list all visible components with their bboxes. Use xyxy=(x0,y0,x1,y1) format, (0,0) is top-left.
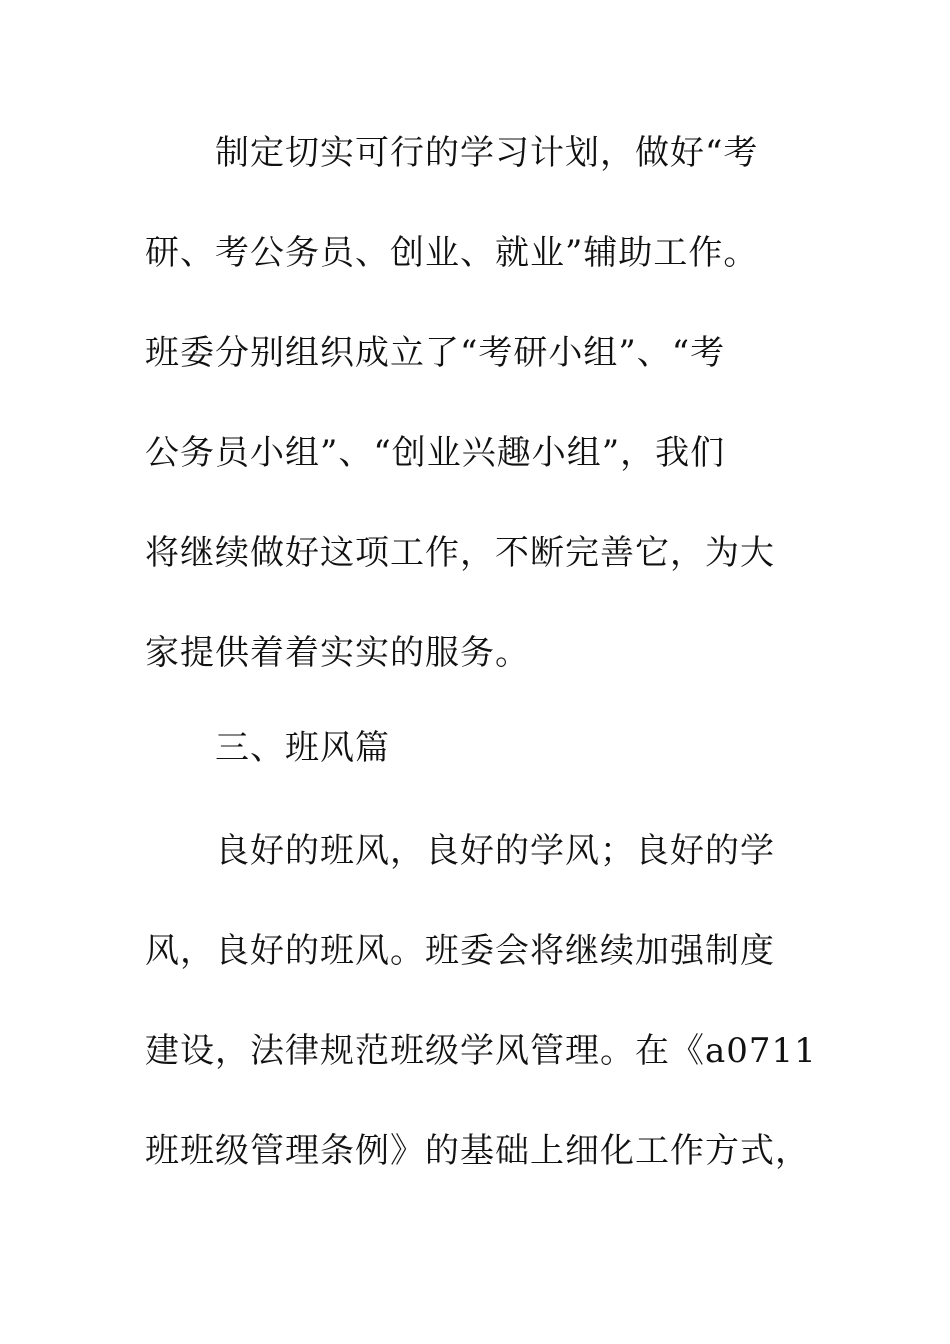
paragraph-line: 建设，法律规范班级学风管理。在《a0711 xyxy=(145,1031,817,1071)
paragraph-line: 制定切实可行的学习计划，做好“考 xyxy=(215,133,759,173)
paragraph-line: 班委分别组织成立了“考研小组”、“考 xyxy=(145,333,726,373)
paragraph-line: 家提供着着实实的服务。 xyxy=(145,633,530,673)
paragraph-line: 将继续做好这项工作，不断完善它，为大 xyxy=(145,533,775,573)
paragraph-line: 研、考公务员、创业、就业”辅助工作。 xyxy=(145,233,759,273)
paragraph-line: 公务员小组”、“创业兴趣小组”，我们 xyxy=(145,433,726,473)
paragraph-line: 良好的班风，良好的学风；良好的学 xyxy=(215,831,775,871)
paragraph-line: 风，良好的班风。班委会将继续加强制度 xyxy=(145,931,775,971)
section-heading: 三、班风篇 xyxy=(215,728,390,768)
paragraph-line: 班班级管理条例》的基础上细化工作方式， xyxy=(145,1131,810,1171)
